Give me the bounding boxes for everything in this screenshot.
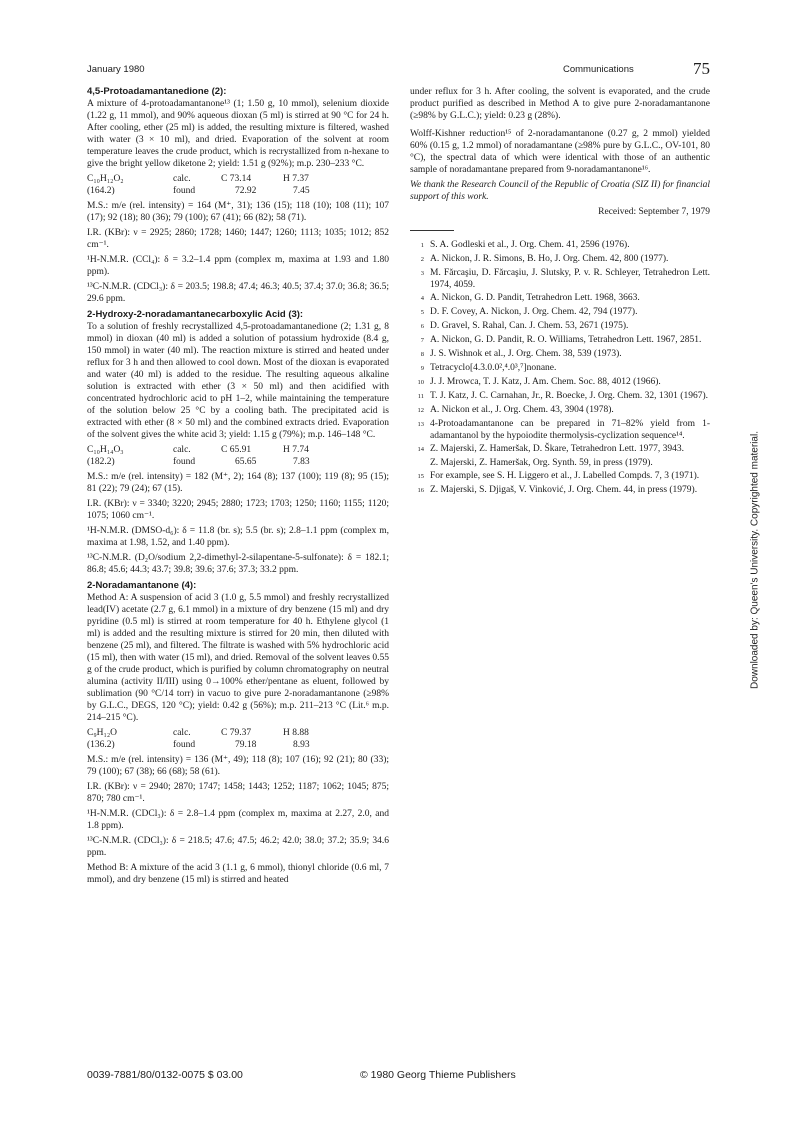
reference-item <box>410 362 710 375</box>
mass-spectrum: M.S.: m/e (rel. intensity) = 164 (M⁺, 31); 136 (15); 118 (10); 108 (11); 107 (17); 92 (18); 80 (36); 79 (100); 67 (41); 66 (82); 58 (71). <box>87 201 389 223</box>
analysis-h-found: 7.83 <box>293 457 310 467</box>
reference-item <box>410 457 710 469</box>
mass-spectrum: M.S.: m/e (rel. intensity) = 182 (M⁺, 2); 164 (8); 137 (100); 119 (8); 95 (15); 81 (22); 79 (24); 67 (15). <box>87 472 389 494</box>
analysis-found-label: found <box>173 186 196 196</box>
analysis-h-calc: H 8.88 <box>283 728 309 738</box>
reference-number: 3 <box>420 270 424 277</box>
reference-number: 8 <box>420 351 424 358</box>
mass-spectrum: M.S.: m/e (rel. intensity) = 136 (M⁺, 49); 118 (8); 107 (16); 92 (21); 80 (33); 79 (100); 67 (38); 66 (68); 58 (61). <box>87 755 389 777</box>
procedure-paragraph: A mixture of 4-protoadamantanone¹³ (1; 1.50 g, 10 mmol), selenium dioxide (1.22 g, 11 mmol), and 90% aqueous dioxan (5 ml) is stirred at 90 °C for 24 h. After cooling, ether (25 ml) is added, the resulting mixture is filtered, washed with water (3 × 10 ml), and dried. Evaporation of the solvent at room temperature leaves the crude product, which is recrystallized from n-hexane to give the bright yellow diketone 2; yield: 1.51 g (92%); m.p. 230–233 °C. <box>87 99 389 169</box>
analysis-mw: (182.2) <box>87 457 115 467</box>
analysis-calc-label: calc. <box>173 728 191 738</box>
reference-item <box>410 404 710 417</box>
reference-item <box>410 253 710 266</box>
page-number: 75 <box>693 59 710 78</box>
section-heading-dione: 4,5-Protoadamantanedione (2): <box>87 86 227 97</box>
reference-item <box>410 470 710 483</box>
h-nmr: ¹H-N.M.R. (DMSO-d₆): δ = 11.8 (br. s); 5.5 (br. s); 2.8–1.1 ppm (complex m, maxima at 1.98, 1.52, and 1.40 ppm). <box>87 526 389 548</box>
reference-number: 9 <box>420 365 424 372</box>
reference-text: A. Nickon, G. D. Pandit, R. O. Williams, Tetrahedron Lett. 1967, 2851. <box>430 335 702 345</box>
reference-number: 2 <box>420 256 424 263</box>
method-b-paragraph: Method B: A mixture of the acid 3 (1.1 g, 6 mmol), thionyl chloride (0.6 ml, 7 mmol), and dry benzene (15 ml) is stirred and heated <box>87 863 389 885</box>
analysis-c-calc: C 79.37 <box>221 728 252 738</box>
wolff-kishner-paragraph: Wolff-Kishner reduction¹⁵ of 2-noradamantanone (0.27 g, 2 mmol) yielded 60% (0.15 g, 1.2 mmol) of noradamantane (≥98% pure by G.L.C., OV-101, 80 °C), the spectral data of which were identical with those of an authentic sample of noradamantane prepared from 9-noradamantanone¹⁶. <box>410 129 710 175</box>
elemental-analysis <box>87 727 389 751</box>
reference-item <box>410 320 710 333</box>
procedure-paragraph: To a solution of freshly recrystallized 4,5-protoadamantanedione (2; 1.31 g, 8 mmol) in dioxan (40 ml) is added a solution of potassium hydroxide (8.4 g, 150 mmol) in water (40 ml). The reaction mixture is stirred and heated under reflux for 3 h and then allowed to cool down. Most of the dioxan is evaporated and water (40 ml) is added to the residue. The resulting aqueous alkaline solution is extracted with ether (3 × 50 ml) and then acidified with concentrated hydrochloric acid to pH 1–2, while maintaining the temperature of the solution below 25 °C by a cooling bath. The precipitated acid is extracted with ether (8 × 50 ml) and the combined extracts dried. Evaporation of the solvent gives the white acid 3; yield: 1.15 g (79%); m.p. 146–148 °C. <box>87 322 389 440</box>
analysis-calc-label: calc. <box>173 174 191 184</box>
received-date: Received: September 7, 1979 <box>598 207 710 217</box>
continuation-paragraph: under reflux for 3 h. After cooling, the solvent is evaporated, and the crude product purified as described in Method A to give pure 2-noradamantanone (≥98% by G.L.C.); yield: 0.23 g (28%). <box>410 87 710 121</box>
running-header-section: Communications <box>563 64 634 75</box>
reference-text: For example, see S. H. Liggero et al., J. Labelled Compds. 7, 3 (1971). <box>430 471 700 481</box>
reference-text: S. A. Godleski et al., J. Org. Chem. 41, 2596 (1976). <box>430 240 630 250</box>
reference-number: 13 <box>417 421 424 428</box>
reference-number: 15 <box>417 473 424 480</box>
reference-number: 10 <box>417 379 424 386</box>
reference-text: A. Nickon, G. D. Pandit, Tetrahedron Lett. 1968, 3663. <box>430 293 640 303</box>
reference-text: A. Nickon, J. R. Simons, B. Ho, J. Org. Chem. 42, 800 (1977). <box>430 254 669 264</box>
reference-item <box>410 292 710 305</box>
reference-item <box>410 239 710 252</box>
elemental-analysis <box>87 173 389 197</box>
reference-number: 7 <box>420 337 424 344</box>
h-nmr: ¹H-N.M.R. (CCl₄): δ = 3.2–1.4 ppm (complex m, maxima at 1.93 and 1.80 ppm). <box>87 255 389 277</box>
reference-number: 1 <box>420 242 424 249</box>
analysis-c-found: 72.92 <box>235 186 257 196</box>
analysis-mw: (164.2) <box>87 186 115 196</box>
reference-item <box>410 484 710 497</box>
reference-number: 11 <box>417 393 424 400</box>
reference-text: Z. Majerski, S. Djigaš, V. Vinković, J. Org. Chem. 44, in press (1979). <box>430 485 698 495</box>
reference-item <box>410 418 710 442</box>
reference-text: J. S. Wishnok et al., J. Org. Chem. 38, 539 (1973). <box>430 349 622 359</box>
reference-item <box>410 348 710 361</box>
analysis-c-calc: C 65.91 <box>221 445 252 455</box>
analysis-c-found: 65.65 <box>235 457 257 467</box>
reference-text: A. Nickon et al., J. Org. Chem. 43, 3904 (1978). <box>430 405 614 415</box>
reference-text: Z. Majerski, Z. Hameršak, Org. Synth. 59, in press (1979). <box>430 458 653 468</box>
reference-list <box>410 239 710 497</box>
procedure-paragraph: Method A: A suspension of acid 3 (1.0 g, 5.5 mmol) and freshly recrystallized lead(IV) acetate (2.7 g, 6.1 mmol) in a mixture of dry benzene (15 ml) and dry pyridine (0.5 ml) is stirred at room temperature for 40 h. Ethylene glycol (1 ml) is added and the resulting mixture is stirred for 20 min, then diluted with benzene (25 ml), and filtered. The filtrate is washed with 5% hydrochloric acid (15 ml), then with water (15 ml), and dried. Removal of the solvent leaves 0.55 g of the crude product, which is purified by column chromatography on neutral alumina (activity II/III) using 0→100% ether/pentane as eluent, followed by sublimation (90 °C/14 torr) in vacuo to give pure 2-noradamantanone (≥98% by G.L.C., DEGS, 120 °C); yield: 0.42 g (56%); m.p. 211–213 °C (Lit.⁶ m.p. 214–215 °C). <box>87 593 389 723</box>
left-column <box>87 86 389 889</box>
reference-number: 14 <box>417 446 424 453</box>
running-header-date: January 1980 <box>87 64 145 75</box>
reference-item <box>410 334 710 347</box>
c-nmr: ¹³C-N.M.R. (CDCl₃): δ = 203.5; 198.8; 47.4; 46.3; 40.5; 37.4; 37.0; 36.8; 36.5; 29.6 ppm. <box>87 282 389 304</box>
analysis-found-label: found <box>173 457 196 467</box>
reference-item <box>410 390 710 403</box>
reference-number: 6 <box>420 323 424 330</box>
reference-text: D. F. Covey, A. Nickon, J. Org. Chem. 42, 794 (1977). <box>430 307 638 317</box>
analysis-h-found: 8.93 <box>293 740 310 750</box>
analysis-c-calc: C 73.14 <box>221 174 252 184</box>
analysis-c-found: 79.18 <box>235 740 257 750</box>
analysis-h-calc: H 7.74 <box>283 445 309 455</box>
reference-item <box>410 267 710 291</box>
reference-number: 4 <box>420 295 424 302</box>
analysis-formula: C₁₀H₁₄O₃ <box>87 445 124 455</box>
reference-text: J. J. Mrowca, T. J. Katz, J. Am. Chem. Soc. 88, 4012 (1966). <box>430 377 661 387</box>
reference-number <box>410 457 430 469</box>
ir-spectrum: I.R. (KBr): ν = 2940; 2870; 1747; 1458; 1443; 1252; 1187; 1062; 1045; 875; 870; 780 cm⁻¹. <box>87 782 389 804</box>
reference-text: M. Fărcaşiu, D. Fărcaşiu, J. Slutsky, P. v. R. Schleyer, Tetrahedron Lett. 1974, 4059. <box>430 268 710 290</box>
acknowledgement: We thank the Research Council of the Republic of Croatia (SIZ II) for financial support of this work. <box>410 180 710 202</box>
reference-text: D. Gravel, S. Rahal, Can. J. Chem. 53, 2671 (1975). <box>430 321 629 331</box>
footer-code: 0039-7881/80/0132-0075 $ 03.00 <box>87 1069 243 1081</box>
analysis-mw: (136.2) <box>87 740 115 750</box>
right-column <box>410 86 710 498</box>
elemental-analysis <box>87 444 389 468</box>
reference-text: Tetracyclo[4.3.0.0²,⁴.0³,⁷]nonane. <box>430 363 557 373</box>
analysis-h-calc: H 7.37 <box>283 174 309 184</box>
section-heading-acid: 2-Hydroxy-2-noradamantanecarboxylic Acid (3): <box>87 309 304 320</box>
ir-spectrum: I.R. (KBr): ν = 2925; 2860; 1728; 1460; 1447; 1260; 1113; 1035; 1012; 852 cm⁻¹. <box>87 228 389 250</box>
reference-text: Z. Majerski, Z. Hameršak, D. Škare, Tetrahedron Lett. 1977, 3943. <box>430 444 685 454</box>
analysis-found-label: found <box>173 740 196 750</box>
ir-spectrum: I.R. (KBr): ν = 3340; 3220; 2945; 2880; 1723; 1703; 1250; 1160; 1155; 1120; 1075; 1060 cm⁻¹. <box>87 499 389 521</box>
download-watermark: Downloaded by: Queen's University. Copyrighted material. <box>749 431 761 689</box>
reference-item <box>410 443 710 456</box>
reference-item <box>410 306 710 319</box>
reference-number: 16 <box>417 487 424 494</box>
c-nmr: ¹³C-N.M.R. (D₂O/sodium 2,2-dimethyl-2-silapentane-5-sulfonate): δ = 182.1; 86.8; 45.6; 44.3; 43.7; 39.8; 39.6; 37.6; 37.3; 33.2 ppm. <box>87 553 389 575</box>
reference-text: T. J. Katz, J. C. Carnahan, Jr., R. Boecke, J. Org. Chem. 32, 1301 (1967). <box>430 391 709 401</box>
analysis-calc-label: calc. <box>173 445 191 455</box>
footnote-rule <box>410 230 454 231</box>
analysis-h-found: 7.45 <box>293 186 310 196</box>
section-heading-noradamantanone: 2-Noradamantanone (4): <box>87 580 197 591</box>
analysis-formula: C₁₀H₁₂O₂ <box>87 174 124 184</box>
reference-number: 12 <box>417 407 424 414</box>
h-nmr: ¹H-N.M.R. (CDCl₃): δ = 2.8–1.4 ppm (complex m, maxima at 2.27, 2.0, and 1.8 ppm). <box>87 809 389 831</box>
reference-item <box>410 376 710 389</box>
footer-copyright: © 1980 Georg Thieme Publishers <box>360 1069 516 1081</box>
reference-text: 4-Protoadamantanone can be prepared in 71–82% yield from 1-adamantanol by the hypoiodite thermolysis-cyclization sequence¹⁴. <box>430 419 710 441</box>
c-nmr: ¹³C-N.M.R. (CDCl₃): δ = 218.5; 47.6; 47.5; 46.2; 42.0; 38.0; 37.2; 35.9; 34.6 ppm. <box>87 836 389 858</box>
reference-number: 5 <box>420 309 424 316</box>
analysis-formula: C₉H₁₂O <box>87 728 117 738</box>
